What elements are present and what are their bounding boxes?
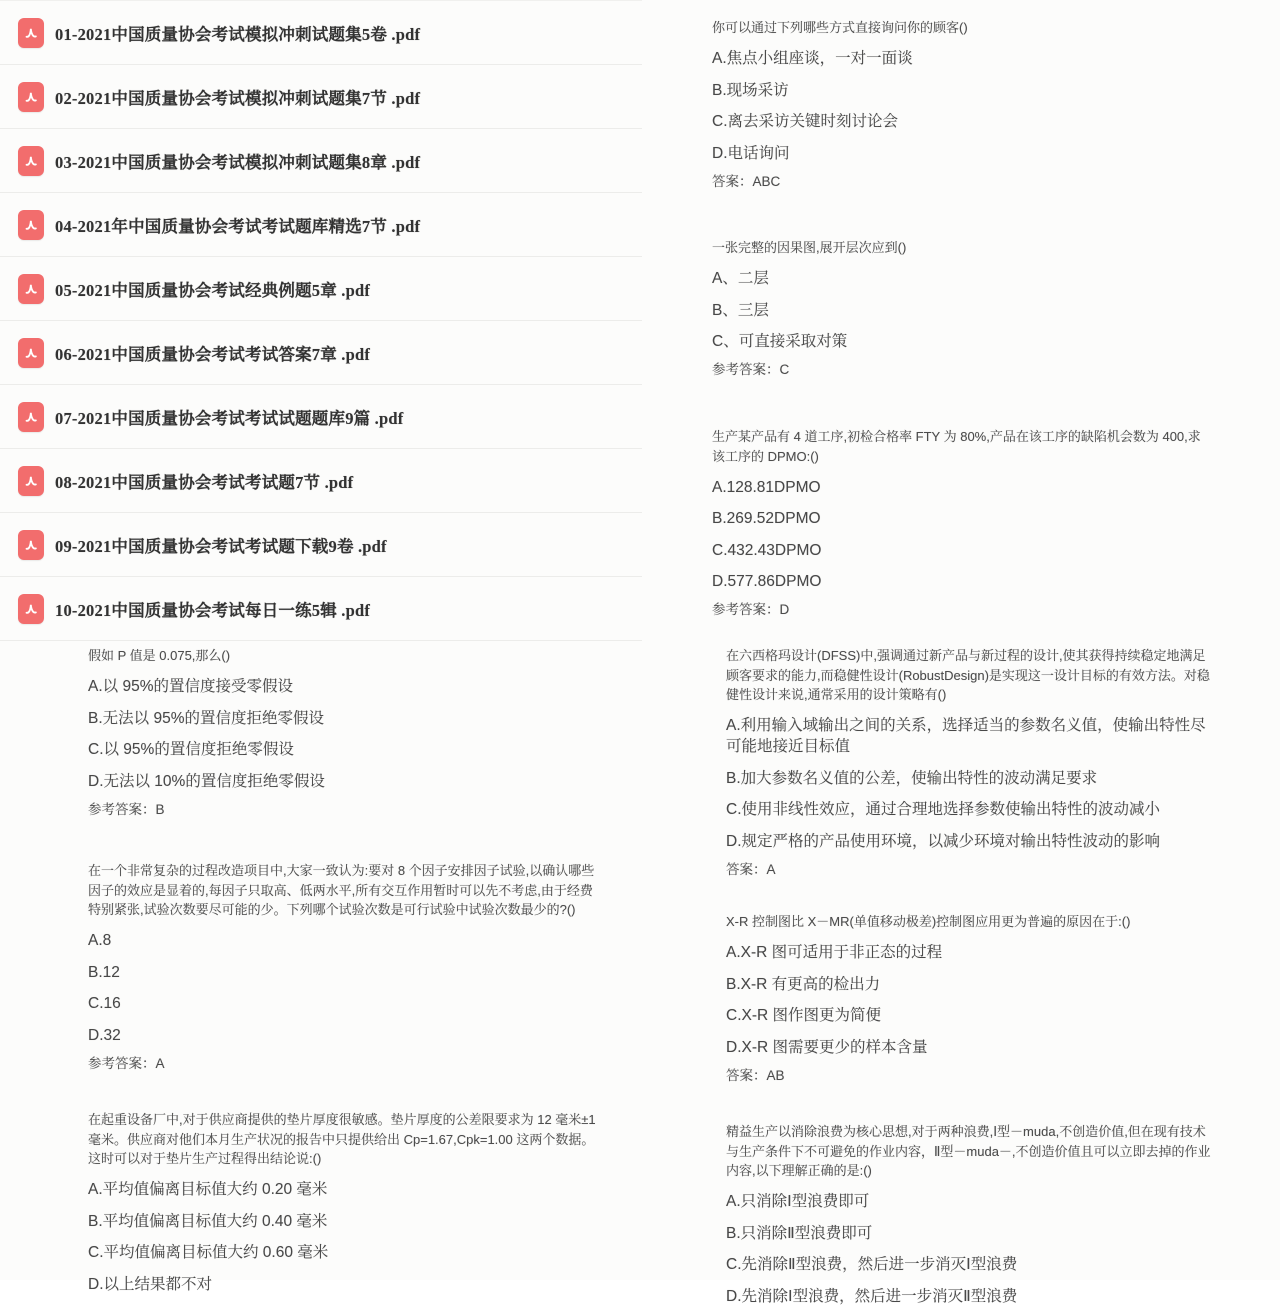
question-option: A.利用输入域输出之间的关系，选择适当的参数名义值，使输出特性尽可能地接近目标值 <box>726 717 1206 755</box>
question-option: A.X-R 图可适用于非正态的过程 <box>726 944 943 961</box>
pdf-file-item[interactable] <box>0 513 642 577</box>
question-text: 假如 P 值是 0.075,那么() <box>88 648 231 663</box>
question-option: C.432.43DPMO <box>712 541 822 559</box>
question-block-right-4 <box>726 646 1214 879</box>
question-text: 在六西格玛设计(DFSS)中,强调通过新产品与新过程的设计,使其获得持续稳定地满足顾客要求的能力,而稳健性设计(RobustDesign)是实现这一设计目标的有效方法。对稳健性设计来说,通常采用的设计策略有() <box>726 648 1210 702</box>
pdf-file-name: 10-2021中国质量协会考试每日一练5辑 .pdf <box>55 600 371 620</box>
pdf-file-name: 02-2021中国质量协会考试模拟冲刺试题集7节 .pdf <box>55 88 421 108</box>
question-option: B.269.52DPMO <box>712 510 821 527</box>
question-block-right-6 <box>726 1122 1216 1307</box>
question-text: 你可以通过下列哪些方式直接询问你的顾客() <box>712 20 968 35</box>
answer-line: 答案：AB <box>726 1067 785 1083</box>
question-block-right-1 <box>712 18 1212 191</box>
pdf-file-name: 09-2021中国质量协会考试考试题下载9卷 .pdf <box>55 536 387 556</box>
pdf-file-name: 07-2021中国质量协会考试考试试题题库9篇 .pdf <box>55 408 404 428</box>
question-option: C.X-R 图作图更为简便 <box>726 1007 882 1024</box>
answer-line: 参考答案：C <box>712 362 790 377</box>
pdf-file-item[interactable] <box>0 257 642 321</box>
question-option: D.以上结果都不对 <box>88 1275 213 1293</box>
pdf-file-name: 04-2021年中国质量协会考试考试题库精选7节 .pdf <box>55 216 421 236</box>
question-option: B.只消除Ⅱ型浪费即可 <box>726 1224 873 1242</box>
question-block-left-3 <box>88 1110 604 1295</box>
question-text: 在一个非常复杂的过程改造项目中,大家一致认为:要对 8 个因子安排因子试验,以确认哪些因子的效应是显着的,每因子只取高、低两水平,所有交互作用暂时可以先不考虑,由于经费特别紧张,试验次数要尽可能的少。下列哪个试验次数是可行试验中试验次数最少的?() <box>88 863 595 917</box>
pdf-icon <box>18 402 44 432</box>
pdf-file-name: 03-2021中国质量协会考试模拟冲刺试题集8章 .pdf <box>55 152 421 172</box>
question-option: A.128.81DPMO <box>712 478 821 496</box>
question-option: A.8 <box>88 932 112 949</box>
answer-line: 参考答案：B <box>88 801 165 817</box>
pdf-icon <box>18 530 44 560</box>
question-block-right-2 <box>712 238 1212 379</box>
question-option: B、三层 <box>712 301 769 319</box>
pdf-icon <box>18 338 44 368</box>
pdf-file-name: 08-2021中国质量协会考试考试题7节 .pdf <box>55 472 354 492</box>
answer-line: 答案：A <box>726 861 776 877</box>
question-option: D.577.86DPMO <box>712 573 822 590</box>
question-block-left-2 <box>88 861 604 1073</box>
question-option: B.加大参数名义值的公差，使输出特性的波动满足要求 <box>726 769 1098 787</box>
question-text: 一张完整的因果图,展开层次应到() <box>712 240 907 255</box>
pdf-icon <box>18 18 44 48</box>
question-option: C.16 <box>88 995 121 1012</box>
question-option: A、二层 <box>712 270 769 287</box>
pdf-file-item[interactable] <box>0 65 642 129</box>
pdf-file-item[interactable] <box>0 129 642 193</box>
pdf-icon <box>18 274 44 304</box>
pdf-file-list <box>0 0 642 641</box>
pdf-icon <box>18 210 44 240</box>
pdf-file-item[interactable] <box>0 1 642 65</box>
question-option: D.电话询问 <box>712 144 790 162</box>
question-option: D.X-R 图需要更少的样本含量 <box>726 1038 928 1056</box>
pdf-icon <box>18 146 44 176</box>
question-option: C.离去采访关键时刻讨论会 <box>712 113 899 130</box>
pdf-icon <box>18 82 44 112</box>
question-option: C.平均值偏离目标值大约 0.60 毫米 <box>88 1244 329 1261</box>
question-option: A.只消除Ⅰ型浪费即可 <box>726 1193 870 1210</box>
pdf-file-item[interactable] <box>0 193 642 257</box>
question-block-left-1 <box>88 646 608 819</box>
question-option: A.平均值偏离目标值大约 0.20 毫米 <box>88 1181 328 1198</box>
question-text: X-R 控制图比 X－MR(单值移动极差)控制图应用更为普遍的原因在于:() <box>726 914 1131 929</box>
question-block-right-3 <box>712 427 1212 619</box>
pdf-file-name: 01-2021中国质量协会考试模拟冲刺试题集5卷 .pdf <box>55 24 421 44</box>
answer-line: 参考答案：D <box>712 602 790 617</box>
question-option: B.平均值偏离目标值大约 0.40 毫米 <box>88 1212 328 1230</box>
question-option: D.无法以 10%的置信度拒绝零假设 <box>88 772 325 790</box>
question-option: B.无法以 95%的置信度拒绝零假设 <box>88 709 324 727</box>
question-text: 在起重设备厂中,对于供应商提供的垫片厚度很敏感。垫片厚度的公差限要求为 12 毫米±1 毫米。供应商对他们本月生产状况的报告中只提供给出 Cp=1.67,Cpk=1.00 这两个数据。这时可以对于垫片生产过程得出结论说:() <box>88 1112 596 1166</box>
pdf-file-item[interactable] <box>0 321 642 385</box>
pdf-file-item[interactable] <box>0 385 642 449</box>
question-option: D.规定严格的产品使用环境，以减少环境对输出特性波动的影响 <box>726 832 1161 850</box>
question-option: D.32 <box>88 1026 121 1044</box>
question-block-right-5 <box>726 912 1216 1085</box>
question-option: B.X-R 有更高的检出力 <box>726 975 881 993</box>
question-option: C、可直接采取对策 <box>712 333 848 350</box>
question-option: C.使用非线性效应，通过合理地选择参数使输出特性的波动减小 <box>726 801 1161 818</box>
question-option: B.现场采访 <box>712 81 789 99</box>
question-option: A.以 95%的置信度接受零假设 <box>88 678 293 695</box>
question-option: C.以 95%的置信度拒绝零假设 <box>88 741 294 758</box>
pdf-icon <box>18 466 44 496</box>
pdf-file-name: 05-2021中国质量协会考试经典例题5章 .pdf <box>55 280 371 300</box>
question-option: B.12 <box>88 963 120 981</box>
answer-line: 参考答案：A <box>88 1055 165 1071</box>
pdf-file-item[interactable] <box>0 577 642 641</box>
answer-line: 答案：ABC <box>712 173 781 189</box>
pdf-icon <box>18 594 44 624</box>
pdf-file-name: 06-2021中国质量协会考试考试答案7章 .pdf <box>55 344 371 364</box>
question-option: D.先消除Ⅰ型浪费，然后进一步消灭Ⅱ型浪费 <box>726 1287 1018 1305</box>
question-text: 精益生产以消除浪费为核心思想,对于两种浪费,Ⅰ型－muda,不创造价值,但在现有技术与生产条件下不可避免的作业内容，Ⅱ型－muda－,不创造价值且可以立即去掉的作业内容,以下理解正确的是:() <box>726 1124 1211 1178</box>
question-text: 生产某产品有 4 道工序,初检合格率 FTY 为 80%,产品在该工序的缺陷机会数为 400,求该工序的 DPMO:() <box>712 429 1201 464</box>
question-option: A.焦点小组座谈，一对一面谈 <box>712 50 913 67</box>
pdf-file-item[interactable] <box>0 449 642 513</box>
question-option: C.先消除Ⅱ型浪费，然后进一步消灭Ⅰ型浪费 <box>726 1256 1018 1273</box>
